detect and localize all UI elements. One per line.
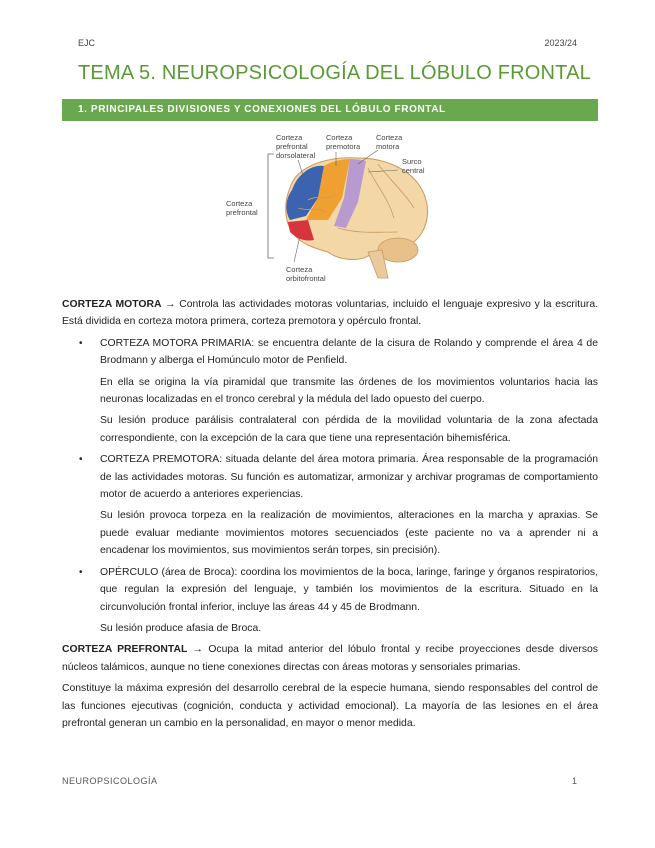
page-title: TEMA 5. NEUROPSICOLOGÍA DEL LÓBULO FRONTAL xyxy=(78,62,591,84)
list-item-text: Su lesión produce parálisis contralateral con pérdida de la movilidad voluntaria de la zona afectada correspondiente, con la excepción de la cara que tiene una representación bihemisférica. xyxy=(100,415,598,444)
label-dorsolateral: Corteza xyxy=(276,133,303,142)
text-corteza-motora: → Controla las actividades motoras voluntarias, incluido el lenguaje expresivo y la escritura. Está dividida en corteza motora primera, corteza premotora y opérculo frontal. xyxy=(62,299,598,328)
label-dorsolateral: dorsolateral xyxy=(276,151,316,160)
paragraph-corteza-motora xyxy=(62,296,598,331)
list-item-text: CORTEZA PREMOTORA: situada delante del área motora primaria. Área responsable de la programación de las actividades motoras. Su función es automatizar, armonizar y archivar programas de comportamiento motor de acuerdo a anteriores experiencias. xyxy=(100,454,598,501)
list-item-text: OPÉRCULO (área de Broca): coordina los movimientos de la boca, laringe, faringe y órganos respiratorios, que regulan la expresión del lenguaje, y también los movimientos de la escritura. Situado en la circunvolución frontal inferior, incluye las áreas 44 y 45 de Brodmann. xyxy=(100,566,598,613)
list-item xyxy=(62,451,598,559)
label-motora: motora xyxy=(376,142,400,151)
footer-subject: NEUROPSICOLOGÍA xyxy=(62,776,158,786)
prefrontal-bracket xyxy=(268,154,274,258)
label-prefrontal: prefrontal xyxy=(226,208,258,217)
brain-illustration xyxy=(218,128,440,286)
body-text xyxy=(62,296,598,736)
bullet-icon: • xyxy=(79,566,83,578)
label-dorsolateral: prefrontal xyxy=(276,142,308,151)
label-premotora: Corteza xyxy=(326,133,353,142)
list-item xyxy=(62,564,598,638)
brain-figure xyxy=(218,128,440,286)
label-orbitofrontal: orbitofrontal xyxy=(286,274,326,283)
page-number: 1 xyxy=(571,776,577,786)
label-orbitofrontal: Corteza xyxy=(286,265,313,274)
section-heading: 1. PRINCIPALES DIVISIONES Y CONEXIONES DEL LÓBULO FRONTAL xyxy=(62,99,598,121)
leader-orbitofrontal xyxy=(294,236,300,262)
text-corteza-prefrontal: → Ocupa la mitad anterior del lóbulo frontal y recibe proyecciones desde diversos núcleos talámicos, aunque no tiene conexiones directas con áreas motoras y sensoriales primarias. xyxy=(62,644,598,673)
header-author: EJC xyxy=(78,38,96,48)
label-motora: Corteza xyxy=(376,133,403,142)
list-item-text: CORTEZA MOTORA PRIMARIA: se encuentra delante de la cisura de Rolando y comprende el área 4 de Brodmann y alberga el Homúnculo motor de Penfield. xyxy=(100,337,598,367)
paragraph-corteza-prefrontal xyxy=(62,641,598,676)
motor-list xyxy=(62,335,598,638)
paragraph-conclusion: Constituye la máxima expresión del desarrollo cerebral de la especie humana, siendo responsables del control de las funciones ejecutivas (cognición, conducta y actividad emocional). La mayoría de las lesiones en el área prefrontal generan un cambio en la personalidad, en mayor o menor medida. xyxy=(62,683,598,729)
list-item-text: Su lesión produce afasia de Broca. xyxy=(100,622,262,634)
label-prefrontal: Corteza xyxy=(226,199,253,208)
bullet-icon: • xyxy=(79,454,83,466)
lead-corteza-prefrontal: CORTEZA PREFRONTAL xyxy=(62,644,188,656)
lead-corteza-motora: CORTEZA MOTORA xyxy=(62,299,162,310)
label-surco: Surco xyxy=(402,157,422,166)
list-item xyxy=(62,335,598,447)
label-premotora: premotora xyxy=(326,142,361,151)
bullet-icon: • xyxy=(79,337,83,349)
list-item-text: En ella se origina la vía piramidal que transmite las órdenes de los movimientos voluntarios hacia las neuronas localizadas en el tronco cerebral y la médula del lado opuesto del cuerpo. xyxy=(100,376,598,406)
label-surco: central xyxy=(402,166,425,175)
list-item-text: Su lesión provoca torpeza en la realización de movimientos, alteraciones en la marcha y apraxias. Se puede evaluar mediante movimientos motores secuenciados (este paciente no va a aprender ni a encadenar los movimientos, sus movimientos serán torpes, sin precisión). xyxy=(100,510,598,557)
header-year: 2023/24 xyxy=(544,38,577,48)
